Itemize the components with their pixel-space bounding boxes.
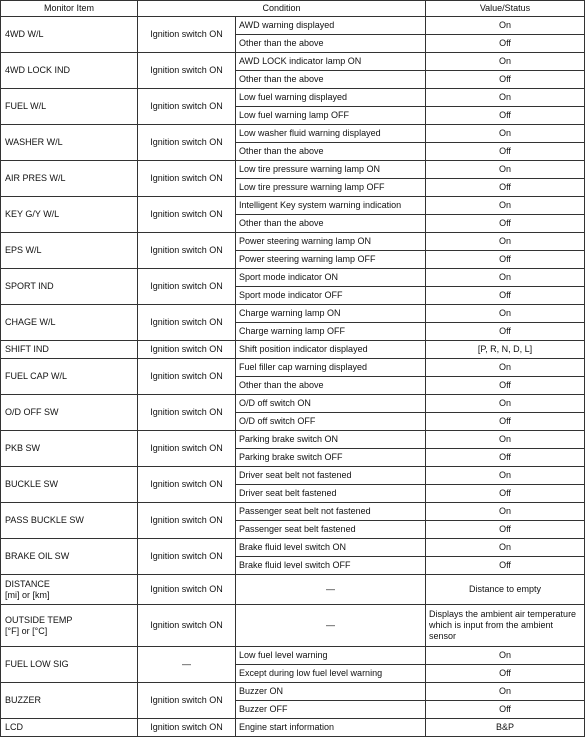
table-row <box>1 197 585 215</box>
table-row <box>1 467 585 485</box>
value-status-cell: Off <box>426 449 585 467</box>
monitor-item-cell: PASS BUCKLE SW <box>1 503 138 539</box>
monitor-item-cell: O/D OFF SW <box>1 395 138 431</box>
header-value-status: Value/Status <box>426 1 585 17</box>
value-status-cell: On <box>426 431 585 449</box>
value-status-cell: Off <box>426 557 585 575</box>
condition-cell: Ignition switch ON <box>138 161 236 197</box>
header-row <box>1 1 585 17</box>
sub-condition-cell: Brake fluid level switch ON <box>236 539 426 557</box>
sub-condition-cell: Passenger seat belt not fastened <box>236 503 426 521</box>
sub-condition-cell: Other than the above <box>236 71 426 89</box>
sub-condition-cell: AWD warning displayed <box>236 17 426 35</box>
value-status-cell: Off <box>426 665 585 683</box>
monitor-item-cell: SPORT IND <box>1 269 138 305</box>
sub-condition-cell: Engine start information <box>236 719 426 737</box>
sub-condition-cell: O/D off switch OFF <box>236 413 426 431</box>
value-status-cell: Off <box>426 485 585 503</box>
condition-cell: Ignition switch ON <box>138 269 236 305</box>
sub-condition-cell: Shift position indicator displayed <box>236 341 426 359</box>
condition-cell: Ignition switch ON <box>138 305 236 341</box>
condition-cell: Ignition switch ON <box>138 431 236 467</box>
monitor-item-cell: FUEL W/L <box>1 89 138 125</box>
sub-condition-cell: Low tire pressure warning lamp ON <box>236 161 426 179</box>
condition-cell: — <box>138 647 236 683</box>
table-row <box>1 305 585 323</box>
sub-condition-cell: O/D off switch ON <box>236 395 426 413</box>
sub-condition-cell: Charge warning lamp ON <box>236 305 426 323</box>
value-status-cell: On <box>426 503 585 521</box>
sub-condition-cell: AWD LOCK indicator lamp ON <box>236 53 426 71</box>
value-status-cell: On <box>426 269 585 287</box>
value-status-cell: Off <box>426 521 585 539</box>
sub-condition-cell: Driver seat belt not fastened <box>236 467 426 485</box>
value-status-cell: B&P <box>426 719 585 737</box>
monitor-item-cell: FUEL LOW SIG <box>1 647 138 683</box>
value-status-cell: Off <box>426 71 585 89</box>
value-status-cell: On <box>426 467 585 485</box>
monitor-item-cell: OUTSIDE TEMP [°F] or [°C] <box>1 605 138 647</box>
value-status-cell: [P, R, N, D, L] <box>426 341 585 359</box>
monitor-item-cell: WASHER W/L <box>1 125 138 161</box>
value-status-cell: On <box>426 539 585 557</box>
value-status-cell: On <box>426 305 585 323</box>
condition-cell: Ignition switch ON <box>138 683 236 719</box>
table-row <box>1 125 585 143</box>
sub-condition-cell: Sport mode indicator OFF <box>236 287 426 305</box>
sub-condition-cell: Brake fluid level switch OFF <box>236 557 426 575</box>
sub-condition-cell: — <box>236 605 426 647</box>
value-status-cell: On <box>426 233 585 251</box>
value-status-cell: Off <box>426 377 585 395</box>
value-status-cell: On <box>426 647 585 665</box>
sub-condition-cell: Other than the above <box>236 377 426 395</box>
table-row <box>1 233 585 251</box>
table-row <box>1 359 585 377</box>
value-status-cell: Off <box>426 323 585 341</box>
monitor-item-cell: BUZZER <box>1 683 138 719</box>
value-status-cell: On <box>426 161 585 179</box>
monitor-item-cell: CHAGE W/L <box>1 305 138 341</box>
sub-condition-cell: Fuel filler cap warning displayed <box>236 359 426 377</box>
value-status-cell: Displays the ambient air temperature which is input from the ambient sensor <box>426 605 585 647</box>
condition-cell: Ignition switch ON <box>138 233 236 269</box>
table-row <box>1 53 585 71</box>
value-status-cell: Off <box>426 251 585 269</box>
sub-condition-cell: Intelligent Key system warning indication <box>236 197 426 215</box>
table-row <box>1 539 585 557</box>
condition-cell: Ignition switch ON <box>138 395 236 431</box>
condition-cell: Ignition switch ON <box>138 719 236 737</box>
value-status-cell: On <box>426 89 585 107</box>
sub-condition-cell: Power steering warning lamp OFF <box>236 251 426 269</box>
value-status-cell: On <box>426 683 585 701</box>
sub-condition-cell: Low tire pressure warning lamp OFF <box>236 179 426 197</box>
sub-condition-cell: Driver seat belt fastened <box>236 485 426 503</box>
value-status-cell: Off <box>426 215 585 233</box>
condition-cell: Ignition switch ON <box>138 605 236 647</box>
condition-cell: Ignition switch ON <box>138 359 236 395</box>
value-status-cell: Off <box>426 143 585 161</box>
value-status-cell: On <box>426 197 585 215</box>
table-row <box>1 269 585 287</box>
value-status-cell: On <box>426 17 585 35</box>
monitor-item-cell: BUCKLE SW <box>1 467 138 503</box>
sub-condition-cell: Power steering warning lamp ON <box>236 233 426 251</box>
value-status-cell: Distance to empty <box>426 575 585 605</box>
sub-condition-cell: Charge warning lamp OFF <box>236 323 426 341</box>
sub-condition-cell: Buzzer OFF <box>236 701 426 719</box>
header-condition: Condition <box>138 1 426 17</box>
table-row <box>1 395 585 413</box>
table-row <box>1 341 585 359</box>
sub-condition-cell: Other than the above <box>236 215 426 233</box>
condition-cell: Ignition switch ON <box>138 197 236 233</box>
sub-condition-cell: Buzzer ON <box>236 683 426 701</box>
value-status-cell: Off <box>426 179 585 197</box>
monitor-item-cell: LCD <box>1 719 138 737</box>
table-body <box>1 17 585 737</box>
sub-condition-cell: Sport mode indicator ON <box>236 269 426 287</box>
sub-condition-cell: Parking brake switch OFF <box>236 449 426 467</box>
value-status-cell: On <box>426 125 585 143</box>
table-row <box>1 683 585 701</box>
table-row <box>1 503 585 521</box>
condition-cell: Ignition switch ON <box>138 53 236 89</box>
monitor-item-cell: BRAKE OIL SW <box>1 539 138 575</box>
value-status-cell: Off <box>426 287 585 305</box>
monitor-item-cell: 4WD W/L <box>1 17 138 53</box>
monitor-item-cell: KEY G/Y W/L <box>1 197 138 233</box>
table-row <box>1 605 585 647</box>
sub-condition-cell: Passenger seat belt fastened <box>236 521 426 539</box>
sub-condition-cell: — <box>236 575 426 605</box>
condition-cell: Ignition switch ON <box>138 17 236 53</box>
condition-cell: Ignition switch ON <box>138 539 236 575</box>
value-status-cell: Off <box>426 35 585 53</box>
value-status-cell: On <box>426 53 585 71</box>
condition-cell: Ignition switch ON <box>138 89 236 125</box>
table-row <box>1 575 585 605</box>
condition-cell: Ignition switch ON <box>138 467 236 503</box>
header-monitor-item: Monitor Item <box>1 1 138 17</box>
sub-condition-cell: Low washer fluid warning displayed <box>236 125 426 143</box>
sub-condition-cell: Low fuel level warning <box>236 647 426 665</box>
monitor-item-cell: AIR PRES W/L <box>1 161 138 197</box>
table-row <box>1 89 585 107</box>
sub-condition-cell: Low fuel warning lamp OFF <box>236 107 426 125</box>
monitor-item-cell: EPS W/L <box>1 233 138 269</box>
sub-condition-cell: Other than the above <box>236 143 426 161</box>
value-status-cell: Off <box>426 107 585 125</box>
condition-cell: Ignition switch ON <box>138 125 236 161</box>
table-row <box>1 431 585 449</box>
sub-condition-cell: Except during low fuel level warning <box>236 665 426 683</box>
table-row <box>1 647 585 665</box>
monitor-item-cell: PKB SW <box>1 431 138 467</box>
value-status-cell: Off <box>426 701 585 719</box>
monitor-item-cell: 4WD LOCK IND <box>1 53 138 89</box>
table-row <box>1 161 585 179</box>
sub-condition-cell: Other than the above <box>236 35 426 53</box>
condition-cell: Ignition switch ON <box>138 503 236 539</box>
sub-condition-cell: Low fuel warning displayed <box>236 89 426 107</box>
monitor-item-cell: FUEL CAP W/L <box>1 359 138 395</box>
sub-condition-cell: Parking brake switch ON <box>236 431 426 449</box>
value-status-cell: On <box>426 359 585 377</box>
table-row <box>1 17 585 35</box>
condition-cell: Ignition switch ON <box>138 575 236 605</box>
monitor-item-cell: DISTANCE [mi] or [km] <box>1 575 138 605</box>
condition-cell: Ignition switch ON <box>138 341 236 359</box>
monitor-item-cell: SHIFT IND <box>1 341 138 359</box>
value-status-cell: On <box>426 395 585 413</box>
value-status-cell: Off <box>426 413 585 431</box>
table-row <box>1 719 585 737</box>
